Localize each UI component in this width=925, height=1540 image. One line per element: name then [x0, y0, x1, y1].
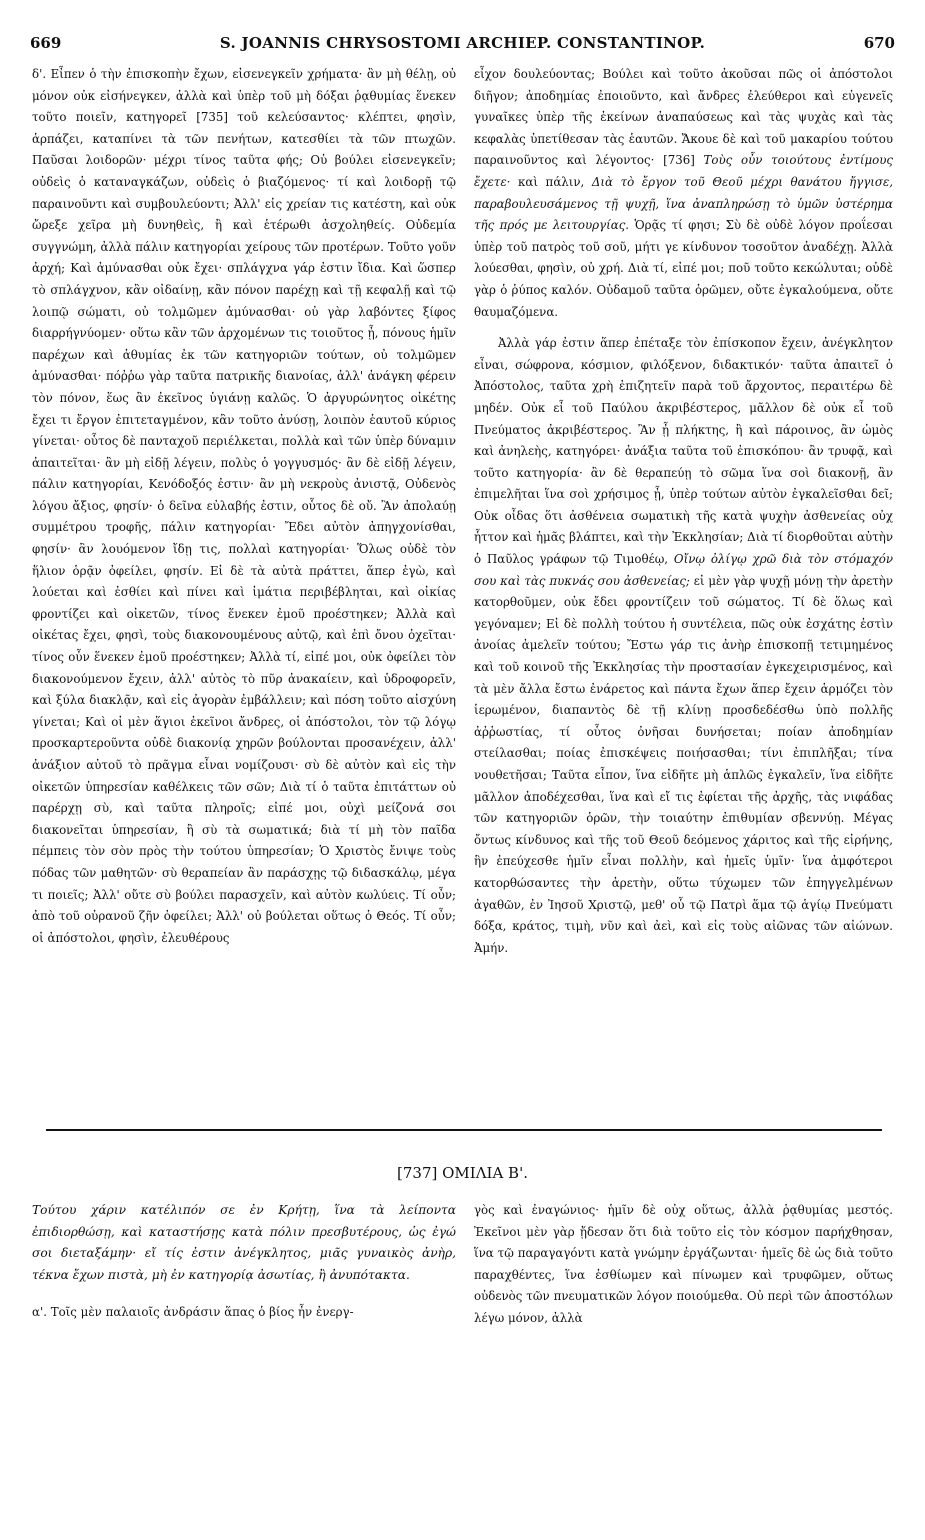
text-run: Ὁρᾷς τί φησι; Σὺ δὲ οὐδὲ λόγον προΐεσαι ὑπὲρ τοῦ πατρὸς τοῦ σοῦ, μήτι γε κίνδυνον τοσοῦτον ἀναδέχῃ. Ἀλλὰ λούεσθαι, φησὶν, οὐ χρή. Διὰ τί, εἰπέ μοι; ποῦ τοῦτο κεκώλυται; οὐδὲ γὰρ ὁ ῥύπος καλόν. Οὐδαμοῦ ταῦτα ὁρῶμεν, οὔτε ἐγκαλούμενα, οὔτε θαυμαζόμενα. [474, 218, 893, 319]
homily-right-column [474, 1200, 893, 1500]
homily-left-column [32, 1200, 456, 1500]
page-header [30, 34, 895, 56]
right-column-paragraph-1 [474, 64, 893, 323]
homily-title: [737] ΟΜΙΛΙΑ Β'. [397, 1164, 528, 1182]
homily-opening: α'. Τοῖς μὲν παλαιοῖς ἀνδράσιν ἅπας ὁ βίος ἦν ἐνεργ- [32, 1305, 354, 1320]
left-column [32, 64, 456, 1114]
page-number-left: 669 [30, 34, 62, 52]
page-number-right: 670 [863, 34, 895, 52]
right-column-paragraph-2 [474, 333, 893, 959]
left-column-text: δ'. Εἶπεν ὁ τὴν ἐπισκοπὴν ἔχων, εἰσενεγκεῖν χρήματα· ἂν μὴ θέλῃ, οὐ μόνον οὐκ εἰσήνεγκεν, ἀλλὰ καὶ ὑπὲρ τοῦ μὴ δόξαι ῥᾳθυμίας ἕνεκεν τοῦτο ποιεῖν, κατηγορεῖ [735] τοῦ κελεύσαντος· κλέπτει, φησὶν, ἁρπάζει, καταπίνει τὰ τῶν πενήτων, κατεσθίει τὰ τῶν πτωχῶν. Παῦσαι λοιδορῶν· μέχρι τίνος ταῦτα φής; Οὐ βούλει εἰσενεγκεῖν; οὐδεὶς ὁ καταναγκάζων, οὐδεὶς ὁ βιαζόμενος· τί καὶ λοιδορῇ τῷ παραινοῦντι καὶ συμβουλεύοντι; Ἀλλ' εἰς χρείαν τις κατέστη, καὶ οὐκ ὤρεξε χεῖρα μὴ δυνηθεὶς, ἢ καὶ ἑτέρωθι ἀσχοληθείς. Οὐδεμία συγγνώμη, ἀλλὰ πάλιν κατηγορίαι χείρους τῶν προτέρων. Τοῦτο γοῦν ἀρχή; Καὶ ἀμύνασθαι οὐκ ἔχει· σπλάγχνα γάρ ἐστιν ἴδια. Καὶ ὥσπερ τὸ σπλάγχνον, κἂν οἰδαίνῃ, κἂν πόνον παρέχῃ καὶ τῇ κεφαλῇ καὶ τῷ λοιπῷ σώματι, οὐ τολμῶμεν ἀμύνασθαι· οὐ γὰρ λαβόντες ξίφος διαρρήγνύομεν· οὕτω κἂν τῶν ἀρχομένων τις τοιοῦτος ᾖ, πόνους ἡμῖν παρέχων καὶ ἀθυμίας ἐκ τῶν κατηγοριῶν τούτων, οὐ τολμῶμεν ἀμύνασθαι· πόῤῥω γὰρ ταῦτα πατρικῆς διανοίας, ἀλλ' ἀνάγκη φέρειν τὸν πόνον, ἕως ἂν ἐκεῖνος ὑγιάνῃ καλῶς. Ὁ ἀργυρώνητος οἰκέτης ἔχει τι ἔργον ἐπιτεταγμένον, κἂν τοῦτο ἀνύσῃ, λοιπὸν ἑαυτοῦ κύριος γίνεται· οὗτος δὲ πανταχοῦ περιέλκεται, πολλὰ καὶ τῶν ὑπὲρ δύναμιν ἀπαιτεῖται· ἂν μὴ εἰδῇ λέγειν, πολὺς ὁ γογγυσμός· ἂν δὲ εἰδῇ λέγειν, πάλιν κατηγορίαι, Κενόδοξός ἐστιν· ἂν μὴ νεκροὺς ἀνιστᾷ, Οὐδενὸς λόγου ἄξιος, φησίν· ὁ δεῖνα εὐλαβής ἐστιν, οὗτος δὲ οὔ. Ἂν ἀπολαύῃ συμμέτρου τροφῆς, πάλιν κατηγορίαι· Ἔδει αὐτὸν ἀπηγχονίσθαι, φησίν· ἂν λουόμενον ἴδῃ τις, πολλαὶ κατηγορίαι· Ὅλως οὐδὲ τὸν ἥλιον ὁρᾷν ὀφείλει, φησίν. Εἰ δὲ τὰ αὐτὰ πράττει, ἅπερ ἐγὼ, καὶ λούεται καὶ ἐσθίει καὶ πίνει καὶ ἱμάτια περιβέβληται, καὶ οἰκίας φροντίζει καὶ οἰκετῶν, τίνος ἕνεκεν ἐμοῦ προέστηκεν; Ἀλλὰ καὶ οἰκέτας ἔχει, φησὶ, τοὺς διακονουμένους αὐτῷ, καὶ ἐπὶ ὄνου ὀχεῖται· τίνος οὖν ἕνεκεν ἐμοῦ προέστηκεν; Ἀλλὰ τί, εἰπέ μοι, οὐκ ὀφείλει τὸν διακονούμενον ἔχειν, ἀλλ' αὐτὸς τὸ πῦρ ἀνακαίειν, καὶ ὑδροφορεῖν, καὶ ξύλα διακλᾷν, καὶ εἰς ἀγορὰν ἐμβάλλειν; καὶ πόση τοῦτο αἰσχύνη γίνεται; Καὶ οἱ μὲν ἅγιοι ἐκεῖνοι ἄνδρες, οἱ ἀπόστολοι, τὸν τῷ λόγῳ προσκαρτεροῦντα οὐδὲ διακονίᾳ χηρῶν βούλονται προσανέχειν, ἀλλ' ἀνάξιον αὐτοῦ τὸ πρᾶγμα εἶναι νομίζουσι· σὺ δὲ αὐτὸν καὶ εἰς τὴν οἰκετῶν ὑπηρεσίαν καθέλκεις τῶν σῶν; Διὰ τί ὁ ταῦτα ἐπιτάττων οὐ παρέρχῃ σὺ, καὶ ταῦτα πληροῖς; εἰπέ μοι, οὐχὶ μείζονά σοι διακονεῖται ὑπηρεσίαν, ἢ σὺ τὰ σωματικά; διὰ τί μὴ τὸν παῖδα πέμπεις τὸν σὸν πρὸς τὴν τούτου ὑπηρεσίαν; Ὁ Χριστὸς ἔνιψε τοὺς πόδας τῶν μαθητῶν· σὺ θεραπείαν ἂν παράσχῃς τῷ διδασκάλῳ, μέγα τι ποιεῖς; Ἀλλ' οὔτε σὺ βούλει παρασχεῖν, καὶ αὐτὸν κωλύεις. Τί οὖν; ἀπὸ τοῦ οὐρανοῦ ζῆν ὀφείλει; Ἀλλ' οὐ βούλεται οὕτως ὁ Θεός. Τί οὖν; οἱ ἀπόστολοι, φησὶν, ἐλευθέρους [32, 67, 456, 945]
running-title: S. JOANNIS CHRYSOSTOMI ARCHIEP. CONSTANTINOP. [219, 34, 706, 52]
text-run: καὶ πάλιν, [518, 174, 585, 189]
homily-right-text: γὸς καὶ ἐναγώνιος· ἡμῖν δὲ οὐχ οὕτως, ἀλλὰ ῥᾳθυμίας μεστός. Ἐκεῖνοι μὲν γὰρ ᾔδεσαν ὅτι διὰ τοῦτο εἰς τὸν κόσμον παρήχθησαν, ἵνα τῷ παραγαγόντι κατὰ γνώμην ἐργάζωνται· ἡμεῖς δὲ ὡς διὰ τοῦτο παραχθέντες, ἵνα ἐσθίωμεν καὶ πίνωμεν καὶ τρυφῶμεν, οὕτως οὐδενὸς τῶν πνευματικῶν λόγον ποιούμεθα. Οὐ περὶ τῶν ἀποστόλων λέγω μόνον, ἀλλὰ [474, 1203, 893, 1325]
scripture-quote: Οἴνῳ ὀλίγῳ χρῶ διὰ τὸν στόμαχόν σου καὶ τὰς πυκνάς σου ἀσθενείας; [474, 552, 893, 588]
section-divider [46, 1129, 882, 1131]
scripture-quote: Διὰ τὸ ἔργον τοῦ Θεοῦ μέχρι θανάτου ἤγγισε, παραβουλευσάμενος τῇ ψυχῇ, ἵνα ἀναπληρώσῃ τὸ ὑμῶν ὑστέρημα τῆς πρός με λειτουργίας. [474, 174, 893, 233]
epigraph: Τούτου χάριν κατέλιπόν σε ἐν Κρήτῃ, ἵνα τὰ λείποντα ἐπιδιορθώσῃ, καὶ καταστήσῃς κατὰ πόλιν πρεσβυτέρους, ὡς ἐγώ σοι διεταξάμην· εἴ τίς ἐστιν ἀνέγκλητος, μιᾶς γυναικὸς ἀνὴρ, τέκνα ἔχων πιστὰ, μὴ ἐν κατηγορίᾳ ἀσωτίας, ἢ ἀνυπότακτα. [32, 1203, 456, 1282]
text-run: εἰ μὲν γὰρ ψυχῇ μόνῃ τὴν ἀρετὴν κατορθοῦμεν, οὐκ ἔδει φροντίζειν τοῦ σώματος. Τί δὲ ὅλως καὶ γεγόναμεν; Εἰ δὲ πολλὴ τούτου ἡ συντέλεια, πῶς οὐκ ἐσχάτης ἐστὶν ἀνοίας ἀμελεῖν τούτου; Ἔστω γάρ τις ἀνὴρ ἐπισκοπῇ τετιμημένος καὶ τοῦ κοινοῦ τῆς Ἐκκλησίας τὴν προστασίαν ἐγκεχειρισμένος, καὶ τὰ μὲν ἄλλα ἔστω ἐνάρετος καὶ πάντα ἔχων ἅπερ ἔχειν ἁρμόζει τὸν ἱερωμένον, διαπαντὸς δὲ τῇ κλίνῃ προσδεδέσθω ὑπὸ πολλῆς ἀῤῥωστίας, τί οὗτος ὀνῆσαι δυνήσεται; ποίαν ἀποδημίαν στείλασθαι; ποίας ἐπισκέψεις ποιήσασθαι; τίνι ἐπιπλῆξαι; τίνα νουθετῆσαι; Ταῦτα εἶπον, ἵνα εἰδῆτε μὴ ἁπλῶς ἐγκαλεῖν, ἵνα εἰδῆτε μᾶλλον ἀποδέχεσθαι, ἵνα καὶ εἴ τις ἐφίεται τῆς ἀρχῆς, τὰς νιφάδας τῶν κατηγοριῶν ὁρῶν, τὴν τοιαύτην ἐπιθυμίαν σβεννύῃ. Μέγας ὄντως κίνδυνος καὶ τῆς τοῦ Θεοῦ δεόμενος χάριτος καὶ τῆς εἰρήνης, ἣν ἐπεύχεσθε ἡμῖν εἶναι πολλὴν, καὶ ἡμεῖς ὑμῖν· ἵνα ἀμφότεροι κατορθώσαντες τὴν ἀρετὴν, οὕτω τύχωμεν τῶν ἐπηγγελμένων ἀγαθῶν, ἐν Ἰησοῦ Χριστῷ, μεθ' οὗ τῷ Πατρὶ ἅμα τῷ ἁγίῳ Πνεύματι δόξα, κράτος, τιμὴ, νῦν καὶ ἀεὶ, καὶ εἰς τοὺς αἰῶνας τῶν αἰώνων. Ἀμήν. [474, 573, 893, 955]
text-run: Ἀλλὰ γάρ ἐστιν ἅπερ ἐπέταξε τὸν ἐπίσκοπον ἔχειν, ἀνέγκλητον εἶναι, σώφρονα, κόσμιον, φιλόξενον, διδακτικόν· ταῦτα ἀπαιτεῖ ὁ Ἀπόστολος, ταῦτα χρὴ ἐπιζητεῖν παρὰ τοῦ ἄρχοντος, περαιτέρω δὲ μηδέν. Οὐκ εἶ τοῦ Παύλου ἀκριβέστερος, μᾶλλον δὲ οὐκ εἶ τοῦ Πνεύματος ἀκριβέστερος. Ἂν ᾖ πλήκτης, ἢ καὶ πάροινος, ἂν ὠμὸς καὶ ἀνηλεὴς, κατηγόρει· ἀνάξια ταῦτα τοῦ ἐπισκόπου· ἂν τρυφᾷ, καὶ τοῦτο κατηγορία· ἂν δὲ θεραπεύῃ τὸ σῶμα ἵνα σοὶ διακονῇ, ἂν ἐπιμελῆται ἵνα σοὶ χρήσιμος ᾖ, ὑπὲρ τούτων αὐτὸν ἐγκαλεῖσθαι δεῖ; Οὐκ οἶδας ὅτι ἀσθένεια σωματικὴ τῆς κατὰ ψυχὴν ἀσθενείας οὐχ ἧττον καὶ ἡμᾶς βλάπτει, καὶ τὴν Ἐκκλησίαν; Διὰ τί διορθοῦται αὐτὴν ὁ Παῦλος γράφων τῷ Τιμοθέῳ, [474, 336, 893, 567]
text-run: εἶχον δουλεύοντας; Βούλει καὶ τοῦτο ἀκοῦσαι πῶς οἱ ἀπόστολοι διῆγον; ἀποδημίας ἐποιοῦντο, καὶ ἄνδρες ἐλεύθεροι καὶ εὐγενεῖς γυναῖκες ὑπὲρ τῆς ἐκείνων ἀναπαύσεως καὶ τὰς ψυχὰς καὶ τὰς κεφαλὰς ὑπετίθεσαν τὰς ἑαυτῶν. Ἄκουε δὲ καὶ τοῦ μακαρίου τούτου παραινοῦντος καὶ λέγοντος· [736] [474, 67, 893, 168]
scripture-quote: Τοὺς οὖν τοιούτους ἐντίμους ἔχετε· [474, 153, 893, 189]
right-column [474, 64, 893, 1114]
